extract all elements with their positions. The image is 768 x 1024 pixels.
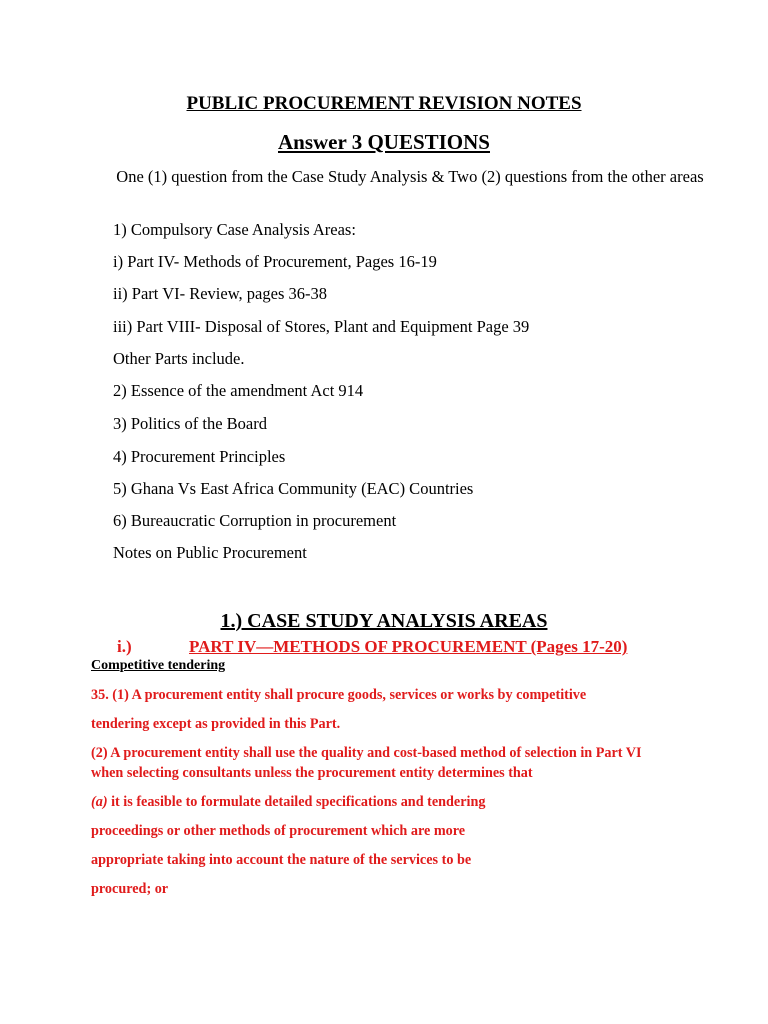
subsection-number: i.) [117, 637, 132, 656]
outline-item: ii) Part VI- Review, pages 36-38 [113, 284, 327, 303]
document-subtitle: Answer 3 QUESTIONS [278, 130, 490, 154]
outline-item: Notes on Public Procurement [113, 543, 307, 562]
outline-item: 6) Bureaucratic Corruption in procurement [113, 511, 397, 530]
clause-a-label: (a) [91, 794, 108, 810]
clause-a-line: procured; or [91, 881, 169, 897]
clause-a-line [91, 794, 485, 811]
outline-item: iii) Part VIII- Disposal of Stores, Plant and Equipment Page 39 [113, 317, 530, 336]
paragraph-35-line: tendering except as provided in this Part. [91, 716, 341, 732]
outline-item: 3) Politics of the Board [113, 414, 267, 433]
clause-a-text: it is feasible to formulate detailed specifications and tendering [107, 794, 486, 810]
outline-item: i) Part IV- Methods of Procurement, Pages 16-19 [113, 252, 437, 271]
paragraph-35-line: 35. (1) A procurement entity shall procure goods, services or works by competitive [91, 687, 587, 703]
outline-item: 4) Procurement Principles [113, 447, 286, 466]
document-title: PUBLIC PROCUREMENT REVISION NOTES [186, 93, 582, 114]
outline-item: 5) Ghana Vs East Africa Community (EAC) Countries [113, 479, 474, 498]
outline-item: 2) Essence of the amendment Act 914 [113, 381, 364, 400]
paragraph-2-line: (2) A procurement entity shall use the quality and cost-based method of selection in Part VI [91, 745, 642, 761]
clause-a-line: appropriate taking into account the nature of the services to be [91, 852, 472, 868]
outline-item: Other Parts include. [113, 349, 245, 368]
subsection-heading [0, 637, 768, 659]
subsection-title: PART IV—METHODS OF PROCUREMENT (Pages 17-20) [189, 637, 628, 656]
section-heading: 1.) CASE STUDY ANALYSIS AREAS [220, 610, 548, 632]
outline-item: 1) Compulsory Case Analysis Areas: [113, 220, 356, 239]
minor-heading: Competitive tendering [91, 658, 226, 673]
clause-a-line: proceedings or other methods of procurement which are more [91, 823, 466, 839]
intro-paragraph: One (1) question from the Case Study Analysis & Two (2) questions from the other areas [116, 167, 704, 186]
paragraph-2-line: when selecting consultants unless the procurement entity determines that [91, 765, 533, 781]
